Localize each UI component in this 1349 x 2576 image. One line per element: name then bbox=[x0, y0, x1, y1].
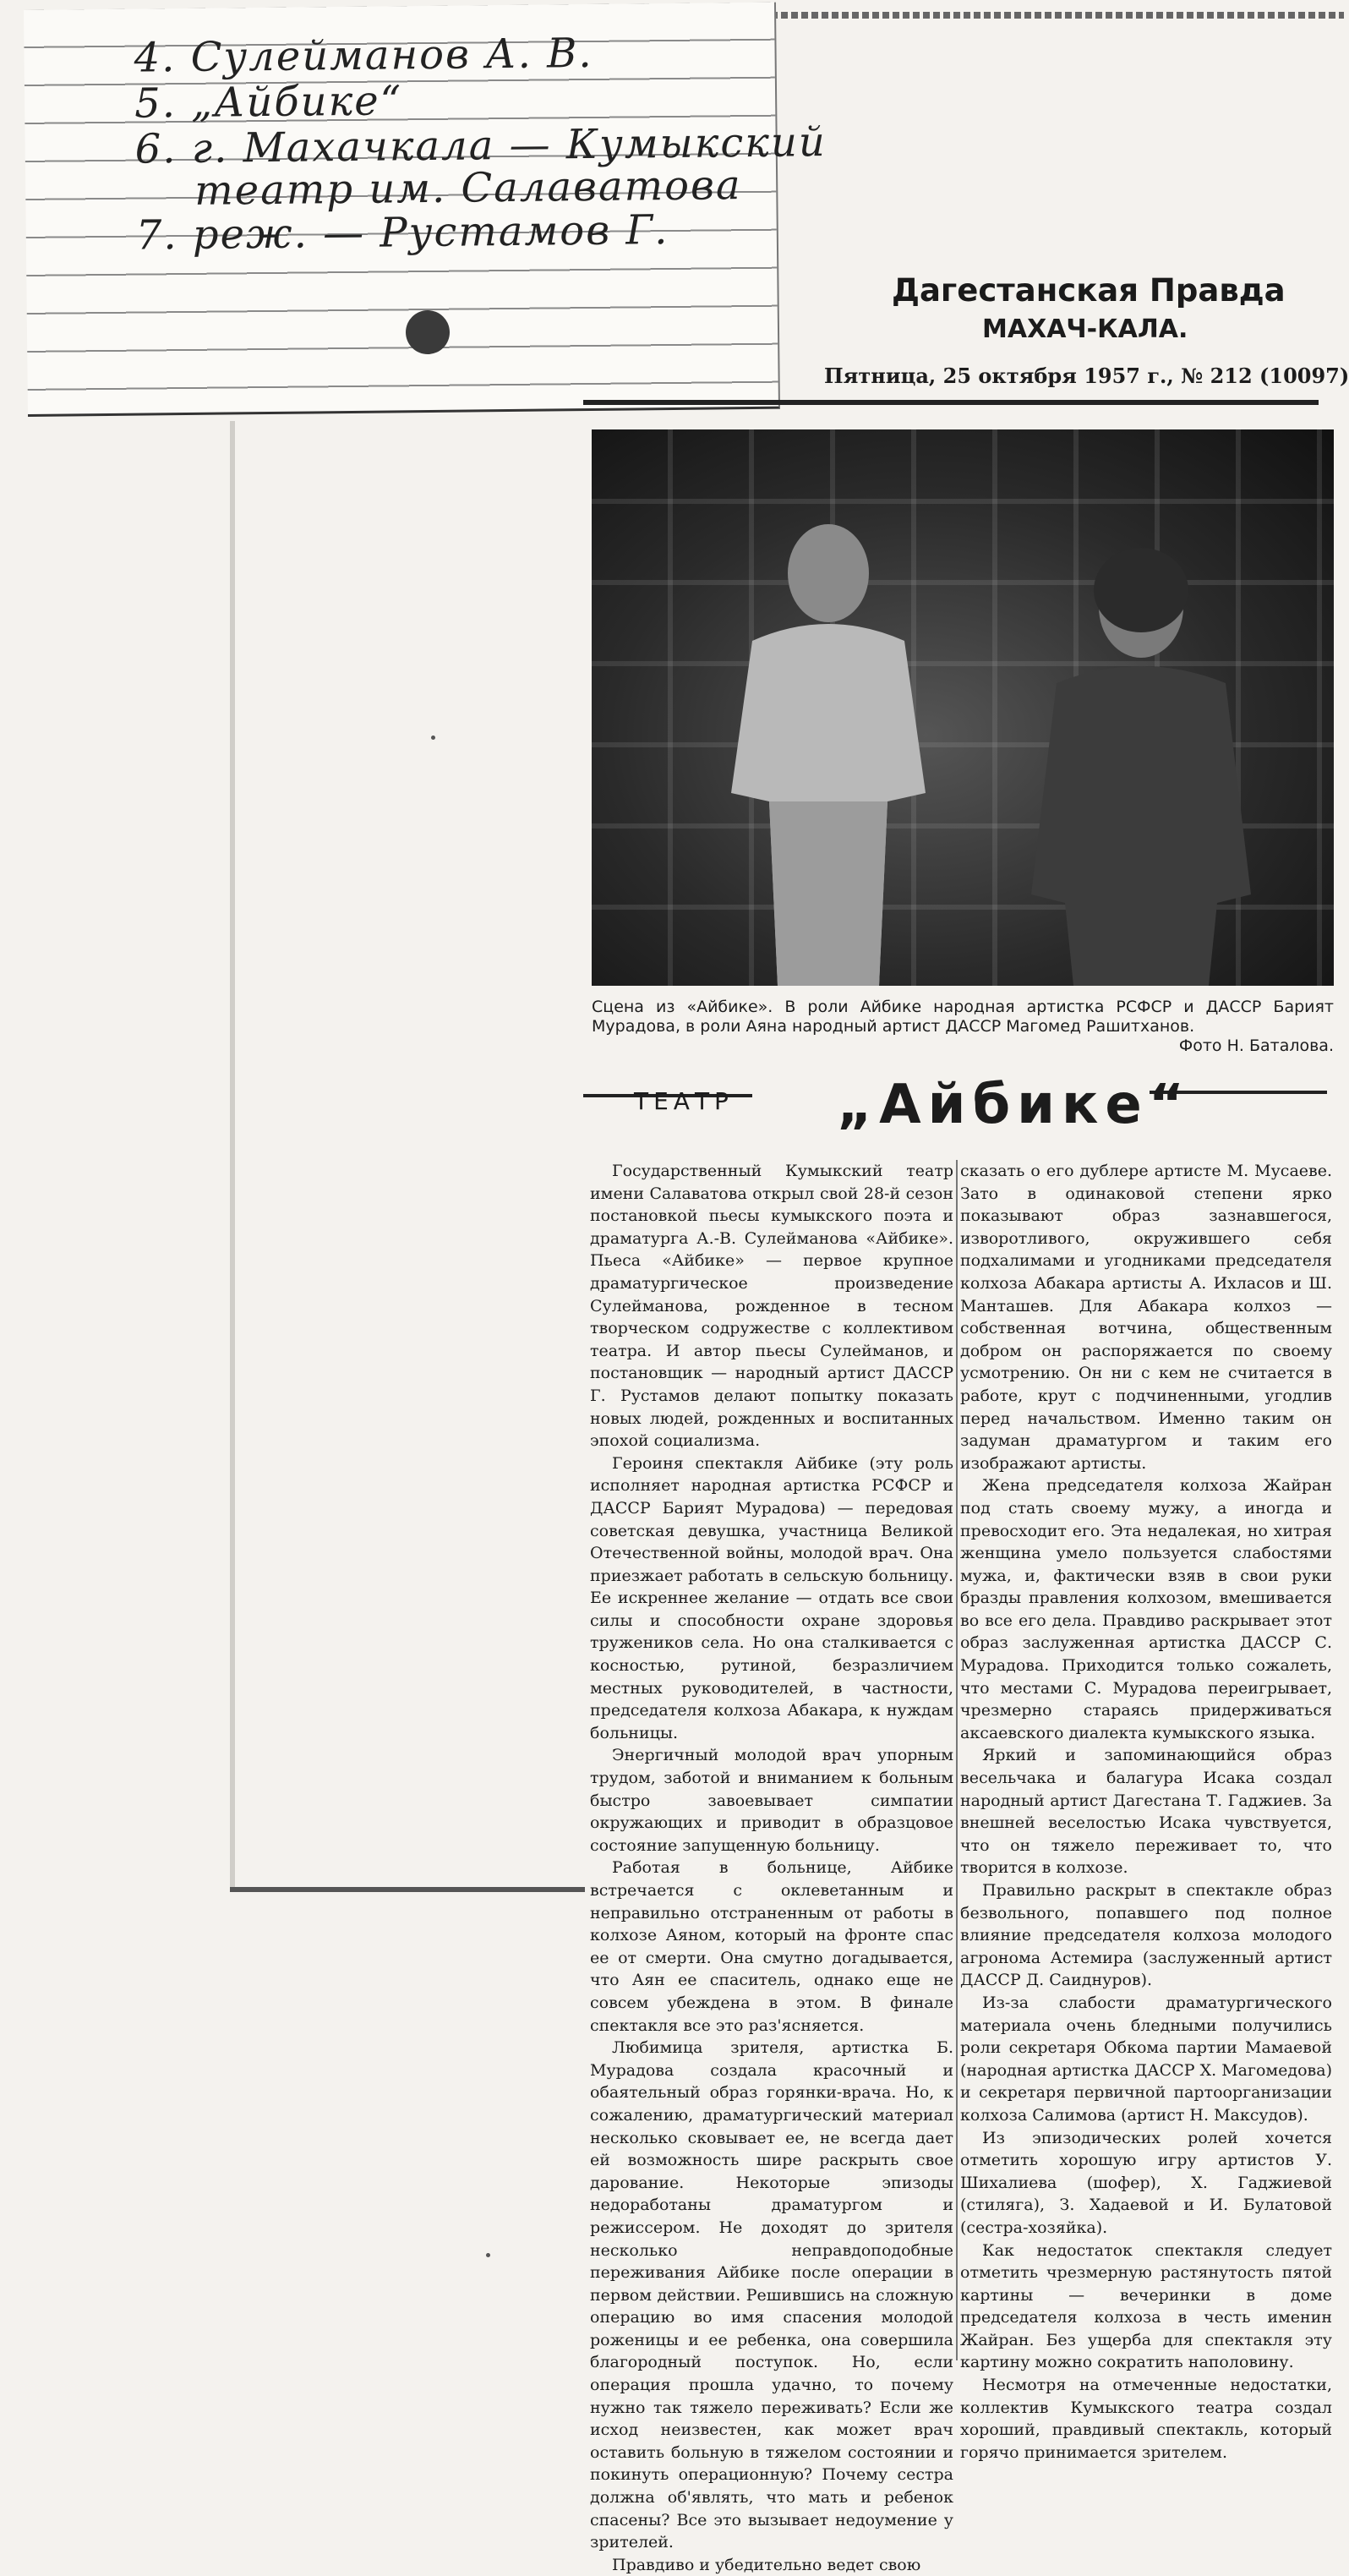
newspaper-city: МАХАЧ-КАЛА. bbox=[982, 314, 1188, 344]
card-line-2: 5. „Айбике“ bbox=[134, 77, 403, 128]
clipping-edge bbox=[230, 421, 235, 1892]
card-punch-hole bbox=[406, 310, 451, 355]
clipping-bottom-edge bbox=[230, 1887, 585, 1892]
index-card bbox=[24, 3, 827, 417]
header-rule bbox=[583, 400, 1319, 405]
paragraph: Из эпизодических ролей хочется отметить хорошую игру артистов У. Шихалиева (шофер), Х. Гаджиевой (стиляга), З. Хадаевой и И. Булатовой (сестра-хозяйка). bbox=[960, 2128, 1332, 2237]
scene-photo bbox=[592, 429, 1334, 986]
column-divider bbox=[956, 1160, 958, 2360]
article-headline: „Айбике“ bbox=[837, 1074, 1191, 1136]
paper-speck bbox=[431, 736, 435, 740]
paragraph: сказать о его дублере артисте М. Мусаеве. Зато в одинаковой степени ярко показывают образ зазнавшегося, изворотливого, окружившего себя подхалимами и угодниками председателя колхоза Абакара артисты А. Ихласов и Ш. Манташев. Для Абакара колхоз — собственная вотчина, общественным добром он распоряжается по своему усмотрению. Он ни с кем не считается в работе, крут с подчиненными, угодлив перед начальством. Именно таким он задуман драматургом и таким его изображают артисты. bbox=[960, 1162, 1332, 1473]
article-column-2 bbox=[960, 1160, 1332, 2462]
page-edge-line bbox=[761, 12, 1344, 19]
card-line-3: 6. г. Махачкала — Кумыкский bbox=[134, 118, 827, 173]
paragraph: Энергичный молодой врач упорным трудом, заботой и вниманием к больным быстро завоевывает симпатии окружающих и приводит в образцовое состояние запущенную больницу. bbox=[590, 1746, 953, 1855]
photo-figure-man bbox=[718, 514, 938, 986]
paragraph: Жена председателя колхоза Жайран под стать своему мужу, а иногда и превосходит его. Эта недалекая, но хитрая женщина умело пользуется слабостями мужа, и, фактически взяв в свои руки бразды правления колхозом, вмешивается во все его дела. Правдиво раскрывает этот образ заслуженная артистка ДАССР С. Мурадова. Приходится только сожалеть, что местами С. Мурадова переигрывает, чрезмерно стараясь придерживаться аксаевского диалекта кумыкского языка. bbox=[960, 1476, 1332, 1742]
newspaper-dateline: Пятница, 25 октября 1957 г., № 212 (10097) bbox=[824, 364, 1349, 388]
paragraph: Как недостаток спектакля следует отметить чрезмерную растянутость пятой картины — вечеринки в доме председателя колхоза в честь именин Жайран. Без ущерба для спектакля эту картину можно сократить наполовину. bbox=[960, 2240, 1332, 2372]
paragraph: Несмотря на отмеченные недостатки, коллектив Кумыкского театра создал хороший, правдивый спектакль, который горячо принимается зрителем. bbox=[960, 2376, 1332, 2462]
section-label: ТЕАТР bbox=[634, 1087, 734, 1115]
paragraph: Яркий и запоминающийся образ весельчака и балагура Исака создал народный артист Дагестана Т. Гаджиев. За внешней веселостью Исака чувствуется, что он тяжело переживает то, что творится в колхозе. bbox=[960, 1746, 1332, 1878]
paragraph: Правильно раскрыт в спектакле образ безвольного, попавшего под полное влияние председателя колхоза молодого агронома Астемира (заслуженный артист ДАССР Д. Саиднуров). bbox=[960, 1881, 1332, 1990]
card-line-4: театр им. Салаватова bbox=[194, 161, 742, 215]
photo-caption bbox=[592, 998, 1334, 1056]
card-line-5: 7. реж. — Рустамов Г. bbox=[135, 206, 669, 260]
photo-credit: Фото Н. Баталова. bbox=[1178, 1036, 1334, 1055]
paragraph: Из-за слабости драматургического материала очень бледными получились роли секретаря Обкома партии Мамаевой (народная артистка ДАССР Х. Магомедова) и секретаря первичной партоорганизации колхоза Салимова (артист Н. Максудов). bbox=[960, 1993, 1332, 2125]
newspaper-masthead: Дагестанская Правда bbox=[892, 272, 1286, 309]
card-line-1: 4. Сулейманов А. В. bbox=[134, 29, 593, 82]
paragraph: Героиня спектакля Айбике (эту роль исполняет народная артистка РСФСР и ДАССР Барият Мурадова) — передовая советская девушка, участница Великой Отечественной войны, молодой врач. Она приезжает работать в сельскую больницу. Ее искреннее желание — отдать все свои силы и способности охране здоровья тружеников села. Но она сталкивается с косностью, рутиной, безразличием местных руководителей, в частности, председателя колхоза Абакара, к нуждам больницы. bbox=[590, 1453, 953, 1742]
article-column-1 bbox=[590, 1160, 953, 2574]
paragraph: Работая в больнице, Айбике встречается с оклеветанным и неправильно отстраненным от работы в колхозе Аяном, который на фронте спас ее от смерти. Она смутно догадывается, что Аян ее спаситель, однако еще не совсем убеждена в этом. В финале спектакля все это раз'ясняется. bbox=[590, 1858, 953, 2035]
paragraph: Любимица зрителя, артистка Б. Мурадова создала красочный и обаятельный образ горянки-врача. Но, к сожалению, драматургический материал несколько сковывает ее, не всегда дает ей возможность шире раскрыть свое дарование. Некоторые эпизоды недоработаны драматургом и режиссером. Не доходят до зрителя несколько неправдоподобные переживания Айбике после операции в первом действии. Решившись на сложную операцию во имя спасения молодой роженицы и ее ребенка, она совершила благородный поступок. Но, если операция прошла удачно, то почему нужно так тяжело переживать? Если же исход неизвестен, как может врач оставить больную в тяжелом состоянии и покинуть операционную? Почему сестра должна об'являть, что мать и ребенок спасены? Все это вызывает недоумение у зрителей. bbox=[590, 2038, 953, 2552]
paper-speck bbox=[486, 2253, 490, 2257]
photo-figure-woman bbox=[1014, 539, 1259, 986]
caption-text: Сцена из «Айбике». В роли Айбике народная артистка РСФСР и ДАССР Барият Мурадова, в роли Аяна народный артист ДАССР Магомед Рашитханов. bbox=[592, 998, 1334, 1036]
paragraph: Правдиво и убедительно ведет свою bbox=[612, 2555, 921, 2574]
paragraph: Государственный Кумыкский театр имени Салаватова открыл свой 28-й сезон постановкой пьесы кумыкского поэта и драматурга А.-В. Сулейманова «Айбике». Пьеса «Айбике» — первое крупное драматургическое произведение Сулейманова, рожденное в тесном творческом содружестве с коллективом театра. И автор пьесы Сулейманов, и постановщик — народный артист ДАССР Г. Рустамов делают попытку показать новых людей, рожденных и воспитанных эпохой социализма. bbox=[590, 1162, 953, 1451]
